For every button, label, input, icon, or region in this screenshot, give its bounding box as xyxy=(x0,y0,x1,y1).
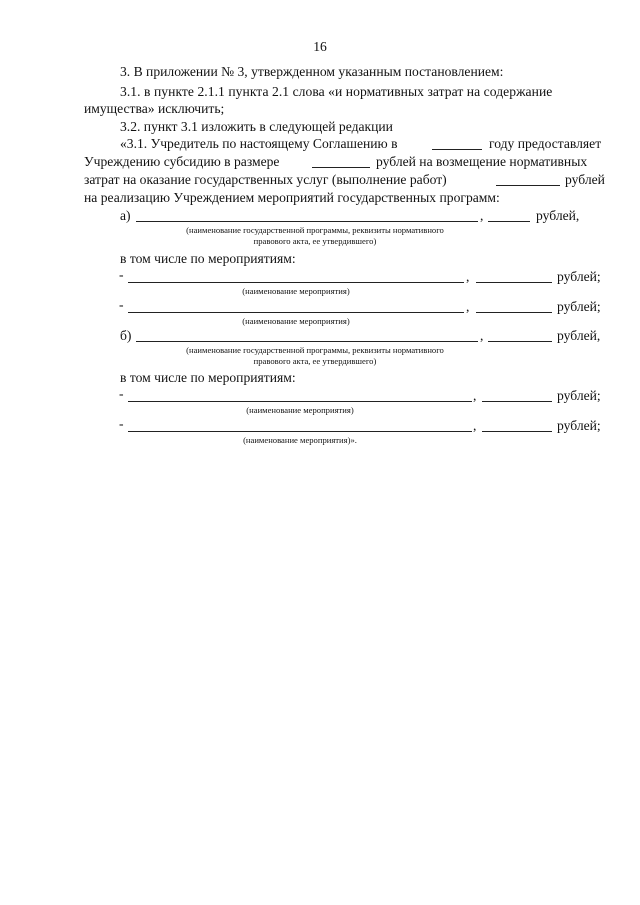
year-blank xyxy=(432,149,482,150)
program-b-blank xyxy=(136,341,478,342)
event-b1-amount-blank xyxy=(482,401,552,402)
caption-program-a-2: правового акта, ее утвердившего) xyxy=(253,236,377,246)
program-a-amount-blank xyxy=(488,221,530,222)
services-amount-blank xyxy=(496,185,560,186)
event-b1-rub: рублей; xyxy=(557,388,601,403)
clause-line2-end: рублей на возмещение нормативных xyxy=(376,154,588,169)
item-b-label: б) xyxy=(120,328,132,343)
caption-event-a1: (наименование мероприятия) xyxy=(242,286,350,296)
caption-event-a2: (наименование мероприятия) xyxy=(242,316,350,326)
item-b-comma: , xyxy=(480,328,484,343)
clause-line3-start: затрат на оказание государственных услуг (выполнение работ) xyxy=(84,172,447,187)
including-events-b: в том числе по мероприятиям: xyxy=(120,370,296,385)
item-a-rub: рублей, xyxy=(536,208,580,223)
item-a-comma: , xyxy=(480,208,484,223)
event-a2-dash: - xyxy=(119,297,124,312)
page-number: 16 xyxy=(313,39,327,54)
event-b2-blank xyxy=(128,431,472,432)
event-a1-dash: - xyxy=(119,267,124,282)
event-a2-amount-blank xyxy=(476,312,552,313)
caption-program-b-2: правового акта, ее утвердившего) xyxy=(253,356,377,366)
caption-event-b1: (наименование мероприятия) xyxy=(246,405,354,415)
caption-program-a-1: (наименование государственной программы, реквизиты нормативного xyxy=(186,225,444,235)
event-b1-comma: , xyxy=(473,388,477,403)
clause-line1-start: «3.1. Учредитель по настоящему Соглашению в xyxy=(120,136,398,151)
event-b2-amount-blank xyxy=(482,431,552,432)
event-b1-dash: - xyxy=(119,386,124,401)
event-a2-blank xyxy=(128,312,464,313)
event-a1-blank xyxy=(128,282,464,283)
event-b2-dash: - xyxy=(119,416,124,431)
event-b2-rub: рублей; xyxy=(557,418,601,433)
event-b1-blank xyxy=(128,401,472,402)
event-a1-rub: рублей; xyxy=(557,269,601,284)
clause-line4: на реализацию Учреждением мероприятий государственных программ: xyxy=(84,190,500,205)
item-b-rub: рублей, xyxy=(557,328,601,343)
event-a1-comma: , xyxy=(466,269,470,284)
event-a2-comma: , xyxy=(466,299,470,314)
clause-line3-end: рублей xyxy=(565,172,605,187)
including-events-a: в том числе по мероприятиям: xyxy=(120,251,296,266)
clause-line1-end: году предоставляет xyxy=(489,136,602,151)
paragraph-3-1-line2: имущества» исключить; xyxy=(84,101,225,116)
paragraph-3-2: 3.2. пункт 3.1 изложить в следующей редакции xyxy=(120,119,393,134)
paragraph-3-1-line1: 3.1. в пункте 2.1.1 пункта 2.1 слова «и нормативных затрат на содержание xyxy=(120,84,553,99)
event-a1-amount-blank xyxy=(476,282,552,283)
program-a-blank xyxy=(136,221,478,222)
event-a2-rub: рублей; xyxy=(557,299,601,314)
item-a-label: а) xyxy=(120,208,131,223)
caption-program-b-1: (наименование государственной программы, реквизиты нормативного xyxy=(186,345,444,355)
paragraph-3: 3. В приложении № 3, утвержденном указанным постановлением: xyxy=(120,64,504,79)
program-b-amount-blank xyxy=(488,341,552,342)
caption-event-b2: (наименование мероприятия)». xyxy=(243,435,357,445)
event-b2-comma: , xyxy=(473,418,477,433)
clause-line2-start: Учреждению субсидию в размере xyxy=(84,154,280,169)
subsidy-amount-blank xyxy=(312,167,370,168)
